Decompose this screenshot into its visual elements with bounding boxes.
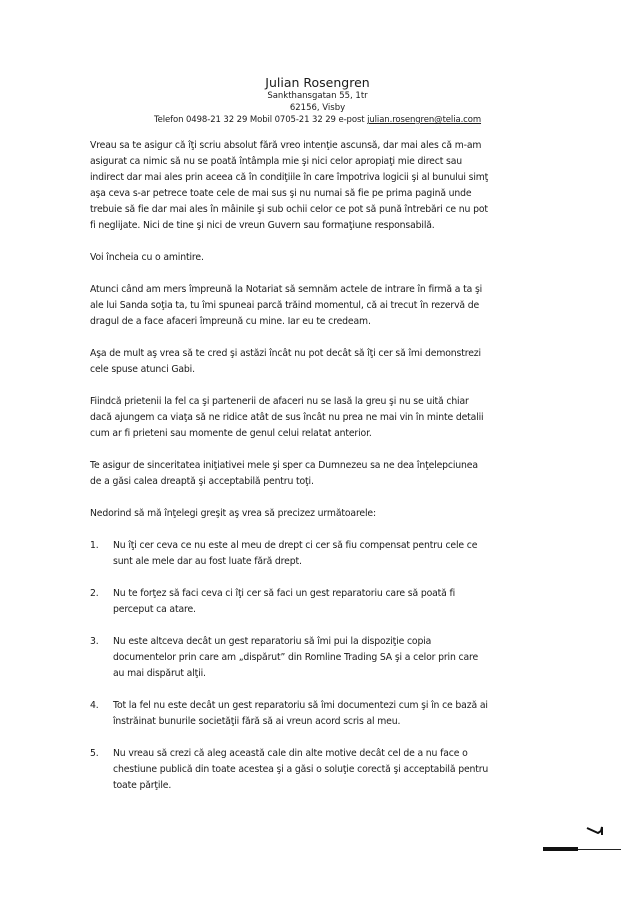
- paragraph-notary: Atunci când am mers împreună la Notariat să semnăm actele de intrare în firmă a ta şi ale lui Sanda soţia ta, tu îmi spuneai parcă trăind momentul, că ai trecut în rezervă de dragul de a face afaceri împreună cu mine. Iar eu te credeam.: [90, 284, 483, 327]
- paragraph-sincerity: Te asigur de sinceritatea iniţiativei mele şi sper ca Dumnezeu sa ne dea înţelepciunea de a găsi calea dreaptă şi acceptabilă pentru toţi.: [90, 460, 478, 487]
- list-item-number: 5.: [90, 748, 99, 759]
- list-item-text: Nu îţi cer ceva ce nu este al meu de drept ci cer să fiu compensat pentru cele ce sunt ale mele dar au fost luate fără drept.: [113, 540, 478, 567]
- list-item-text: Tot la fel nu este decât un gest reparatoriu să îmi documentezi cum şi în ce bază ai înstrăinat bunurile societăţii fără să ai vreun acord scris al meu.: [113, 700, 488, 727]
- signature-initial-icon: [586, 826, 608, 836]
- list-item-number: 4.: [90, 700, 99, 711]
- contact-phones: Telefon 0498-21 32 29 Mobil 0705-21 32 29 e-post: [153, 115, 368, 125]
- numbered-list: [90, 538, 490, 794]
- paragraph-intro: Vreau sa te asigur că îţi scriu absolut fără vreo intenţie ascunsă, dar mai ales că m-am asigurat ca nimic să nu se poată întâmpla mie şi nici celor apropiaţi mie direct sau indirect dar mai ales prin aceea că în condiţiile în care împotriva logicii şi al bunului simţ aşa ceva s-ar petrece toate cele de mai sus şi nu numai să fie pe prima pagină unde trebuie să fie dar mai ales în mâinile şi sub ochii celor ce pot să pună întrebări ce nu pot fi neglijate. Nici de tine şi nici de vreun Guvern sau formaţiune responsabilă.: [90, 140, 489, 231]
- list-item-number: 1.: [90, 540, 99, 551]
- list-item-number: 2.: [90, 588, 99, 599]
- sender-contact-line: [0, 114, 635, 126]
- email-link[interactable]: julian.rosengren@telia.com: [367, 115, 482, 125]
- paragraph-closing-memory: Voi încheia cu o amintire.: [90, 252, 204, 263]
- list-item: [90, 746, 490, 794]
- list-item-text: Nu te forţez să faci ceva ci îţi cer să faci un gest reparatoriu care să poată fi perceput ca atare.: [113, 588, 456, 615]
- paragraph-believe: Aşa de mult aş vrea să te cred şi astăzi încât nu pot decât să îţi cer să îmi demonstrezi cele spuse atunci Gabi.: [90, 348, 481, 375]
- list-item: [90, 586, 490, 618]
- list-item-text: Nu vreau să crezi că aleg această cale din alte motive decât cel de a nu face o chestiune publică din toate acestea şi a găsi o soluţie corectă şi acceptabilă pentru toate părţile.: [113, 748, 489, 791]
- sender-address-line2: 62156, Visby: [289, 103, 346, 113]
- footer-bar: [543, 847, 578, 851]
- list-item: [90, 538, 490, 570]
- letterhead: [0, 75, 635, 126]
- sender-name: Julian Rosengren: [265, 75, 370, 90]
- list-item-text: Nu este altceva decât un gest reparatoriu să îmi pui la dispoziţie copia documentelor prin care am „dispărut” din Romline Trading SA şi a celor prin care au mai dispărut alţii.: [113, 636, 479, 679]
- letter-body: [90, 138, 490, 810]
- sender-address-line1: Sankthansgatan 55, 1tr: [267, 91, 368, 101]
- list-item-number: 3.: [90, 636, 99, 647]
- list-item: [90, 634, 490, 682]
- paragraph-friends: Fiindcă prietenii la fel ca şi partenerii de afaceri nu se lasă la greu şi nu se uită chiar dacă ajungem ca viaţa să ne ridice atât de sus încât nu prea ne mai vin în minte detalii cum ar fi prieteni sau momente de genul celui relatat anterior.: [90, 396, 484, 439]
- list-item: [90, 698, 490, 730]
- paragraph-list-intro: Nedorind să mă înţelegi greşit aş vrea să precizez următoarele:: [90, 508, 376, 519]
